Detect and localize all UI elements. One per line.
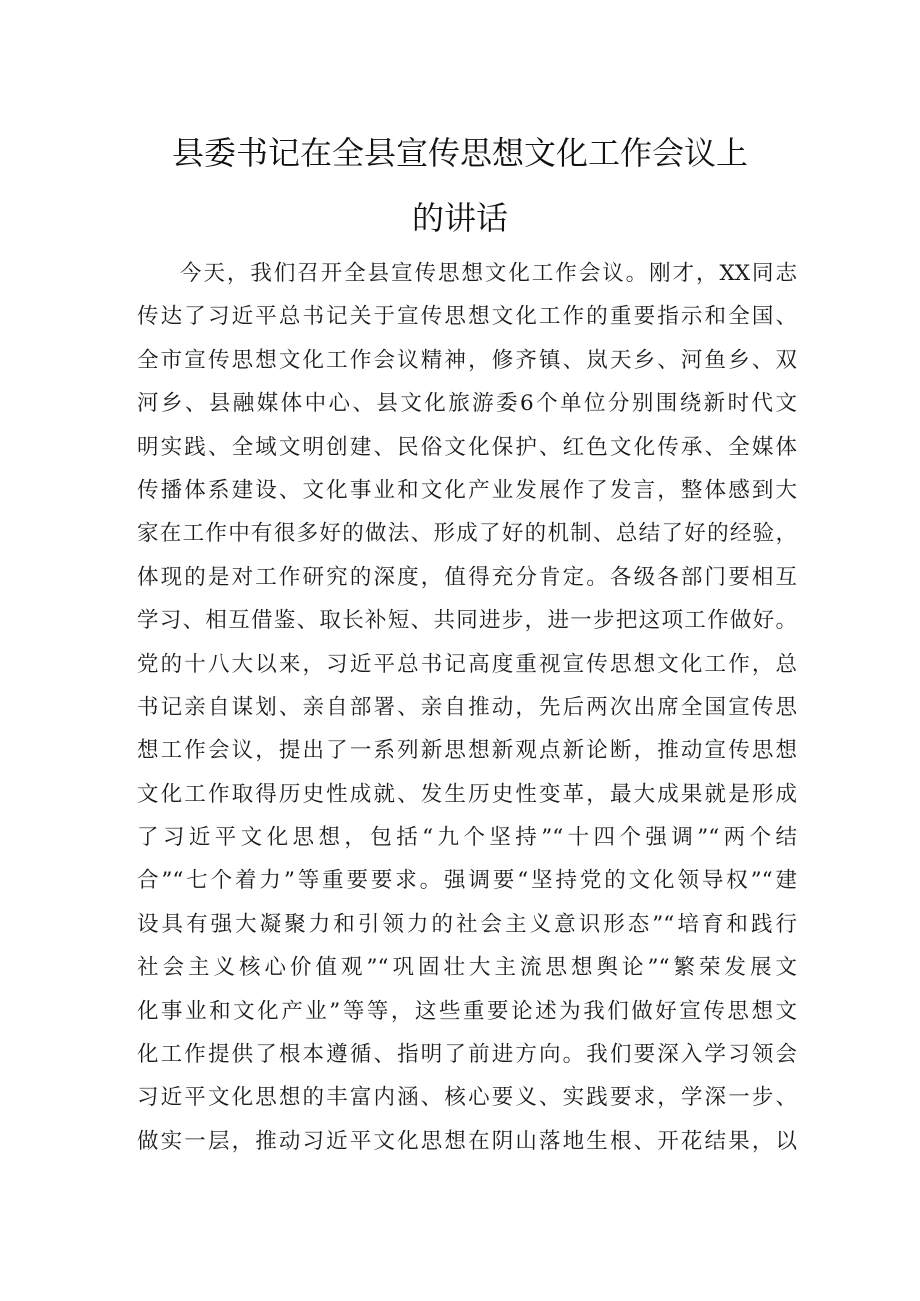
body-line: 习近平文化思想的丰富内涵、核心要义、实践要求，学深一步、: [137, 1085, 797, 1111]
body-line: 化事业和文化产业”等等，这些重要论述为我们做好宣传思想文: [137, 998, 797, 1024]
body-line: 化工作提供了根本遵循、指明了前进方向。我们要深入学习领会: [137, 1042, 797, 1068]
document-title-line-2: 的讲话: [411, 199, 508, 237]
body-line: 全市宣传思想文化工作会议精神，修齐镇、岚天乡、河鱼乡、双: [137, 347, 797, 373]
document-body: [137, 252, 797, 1163]
body-line: 家在工作中有很多好的做法、形成了好的机制、总结了好的经验，: [137, 521, 797, 547]
body-line: 今天，我们召开全县宣传思想文化工作会议。刚才，XX同志: [180, 261, 797, 286]
body-line: 合”“七个着力”等重要要求。强调要“坚持党的文化领导权”“建: [137, 868, 797, 894]
body-line: 传达了习近平总书记关于宣传思想文化工作的重要指示和全国、: [137, 304, 797, 330]
body-line: 党的十八大以来，习近平总书记高度重视宣传思想文化工作，总: [137, 651, 797, 677]
body-line: 做实一层，推动习近平文化思想在阴山落地生根、开花结果，以: [137, 1128, 797, 1154]
body-line: 想工作会议，提出了一系列新思想新观点新论断，推动宣传思想: [137, 738, 797, 764]
body-line: 学习、相互借鉴、取长补短、共同进步，进一步把这项工作做好。: [137, 608, 797, 634]
body-line: 传播体系建设、文化事业和文化产业发展作了发言，整体感到大: [137, 477, 797, 503]
body-line: 社会主义核心价值观”“巩固壮大主流思想舆论”“繁荣发展文: [137, 955, 797, 981]
body-line: 书记亲自谋划、亲自部署、亲自推动，先后两次出席全国宣传思: [137, 694, 797, 720]
document-title-line-1: 县委书记在全县宣传思想文化工作会议上: [171, 134, 748, 172]
body-line: 了习近平文化思想，包括“九个坚持”“十四个强调”“两个结: [137, 825, 797, 851]
body-line: 河乡、县融媒体中心、县文化旅游委6个单位分别围绕新时代文: [137, 391, 797, 417]
body-line: 明实践、全域文明创建、民俗文化保护、红色文化传承、全媒体: [137, 434, 797, 460]
body-line: 文化工作取得历史性成就、发生历史性变革，最大成果就是形成: [137, 781, 797, 807]
body-line: 体现的是对工作研究的深度，值得充分肯定。各级各部门要相互: [137, 564, 797, 590]
body-line: 设具有强大凝聚力和引领力的社会主义意识形态”“培育和践行: [137, 911, 797, 937]
